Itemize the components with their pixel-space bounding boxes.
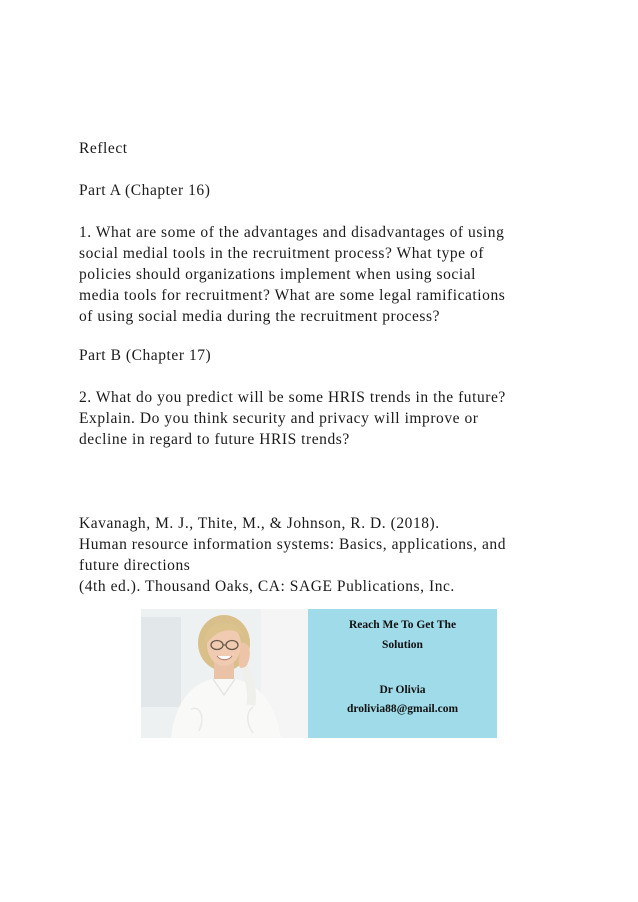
part-b-title: [79, 345, 579, 366]
ad-headline-line1: Reach Me To Get The: [348, 619, 457, 631]
part-b-line: decline in regard to future HRIS trends?: [79, 431, 350, 448]
part-b-line: Explain. Do you think security and privacy will improve or: [79, 410, 479, 427]
part-b-title-text: Part B (Chapter 17): [79, 347, 212, 364]
part-a-line: policies should organizations implement when using social: [79, 266, 476, 283]
reference-line: Human resource information systems: Basics, applications, and: [79, 536, 506, 553]
heading-text: Reflect: [79, 140, 128, 157]
part-a-line: 1. What are some of the advantages and disadvantages of using: [79, 224, 505, 241]
ad-headline-line2: Solution: [382, 639, 423, 651]
woman-portrait-illustration: [141, 609, 308, 738]
heading-reflect: [79, 138, 579, 159]
ad-contact-email[interactable]: drolivia88@gmail.com: [346, 703, 459, 715]
ad-contact-name: Dr Olivia: [379, 684, 426, 696]
part-a-line: media tools for recruitment? What are some legal ramifications: [79, 287, 506, 304]
reference-line: Kavanagh, M. J., Thite, M., & Johnson, R. D. (2018).: [79, 515, 440, 532]
ad-contact-panel: [308, 609, 497, 738]
part-a-line: social medial tools in the recruitment process? What type of: [79, 245, 485, 262]
reference-citation: [79, 513, 579, 597]
part-a-title-text: Part A (Chapter 16): [79, 182, 211, 199]
part-b-line: 2. What do you predict will be some HRIS trends in the future?: [79, 389, 506, 406]
part-a-line: of using social media during the recruitment process?: [79, 308, 441, 325]
part-b-question: [79, 387, 579, 450]
reference-line: future directions: [79, 557, 191, 574]
part-a-title: [79, 180, 579, 201]
contact-ad-banner[interactable]: [141, 609, 497, 738]
part-a-question: [79, 222, 579, 327]
reference-line: (4th ed.). Thousand Oaks, CA: SAGE Publications, Inc.: [79, 578, 455, 595]
woman-photo: [141, 609, 308, 738]
